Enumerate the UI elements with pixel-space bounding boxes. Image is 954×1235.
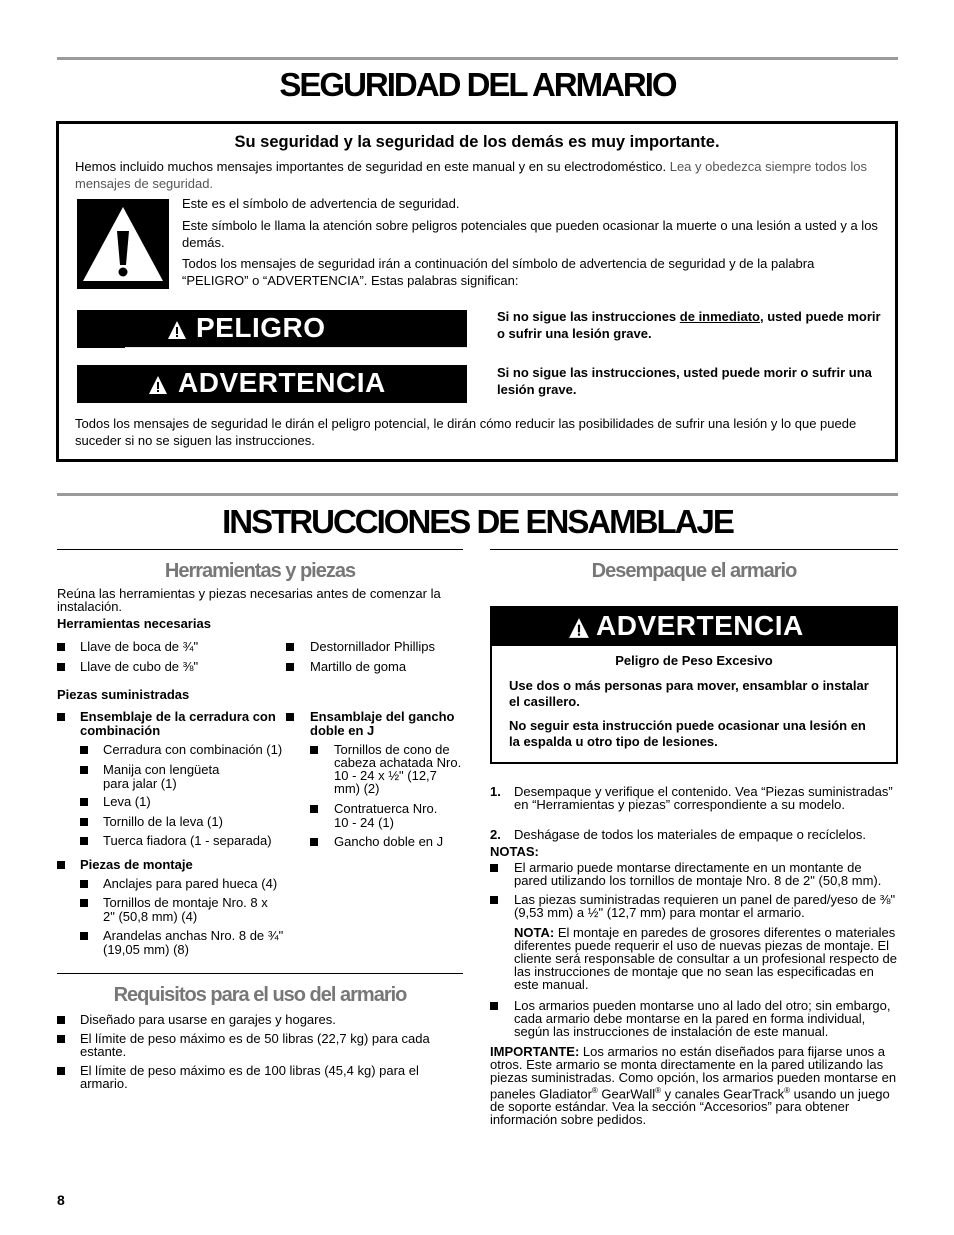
unpack-warning-label: ADVERTENCIA [596,610,804,641]
advertencia-banner [77,365,467,403]
bullet [80,932,88,940]
needed-item: Llave de cubo de ⅜" [80,659,199,674]
page-number: 8 [57,1192,65,1208]
step-number: 1. [490,784,501,799]
bullet [57,1067,65,1075]
safety-title: SEGURIDAD DEL ARMARIO [279,66,676,103]
symbol-text-2: Este símbolo le llama la atención sobre peligros potenciales que pueden ocasionar la muerte o una lesión a usted y a los demás. [182,218,878,250]
lock-item: Leva (1) [103,794,151,809]
peligro-divider [125,347,467,348]
important-paragraph: IMPORTANTE: Los armarios no están diseñados para fijarse unos a otros. Este armario se monta directamente en la pared utilizando las piezas suministradas. Como opción, los armarios pueden montarse en paneles Gladiator® GearWall® y canales GearTrack® usando un juego de soporte estándar. Vea la sección “Accesorios” para obtener información sobre pedidos. [490,1044,897,1128]
lock-item: Manija con lengüeta para jalar (1) [103,762,220,791]
safety-box [56,121,898,462]
tools-rule [57,549,463,550]
note-2: Las piezas suministradas requieren un panel de pared/yeso de ⅜" (9,53 mm) a ½" (12,7 mm) para montar el armario. [514,892,896,920]
symbol-text-3: Todos los mensajes de seguridad irán a continuación del símbolo de advertencia de seguridad y de la palabra “PELIGRO” o “ADVERTENCIA”. Estas palabras significan: [182,256,815,288]
bullet [490,864,498,872]
bullet [57,643,65,651]
advertencia-meaning: Si no sigue las instrucciones, usted puede morir o sufrir una lesión grave. [497,365,872,397]
lock-item: Tuerca fiadora (1 - separada) [103,833,272,848]
advertencia-label: ADVERTENCIA [178,367,386,398]
needed-item: Martillo de goma [310,659,407,674]
lock-group: Ensemblaje de la cerradura con combinación [80,709,276,738]
warning-triangle-icon [167,320,187,340]
needed-item: Destornillador Phillips [310,639,435,654]
peligro-label: PELIGRO [196,312,326,343]
note-3: Los armarios pueden montarse uno al lado del otro; sin embargo, cada armario debe montarse en la pared en forma individual, según las instrucciones de instalación de este manual. [514,998,891,1039]
bullet [310,838,318,846]
symbol-text-1: Este es el símbolo de advertencia de seguridad. [182,196,460,211]
assembly-title: INSTRUCCIONES DE ENSAMBLAJE [222,503,733,540]
safety-footer: Todos los mensajes de seguridad le dirán el peligro potencial, le dirán cómo reducir las posibilidades de sufrir una lesión y lo que puede suceder si no se siguen las instrucciones. [75,416,857,448]
bullet [80,837,88,845]
assembly-rule [57,493,898,496]
mount-item: Tornillos de montaje Nro. 8 x 2" (50,8 mm) (4) [103,895,268,924]
notes-label: NOTAS: [490,844,539,859]
safety-alert-symbol-icon [77,199,169,289]
requirement-item: El límite de peso máximo es de 50 libras (22,7 kg) para cada estante. [80,1031,430,1059]
unpack-warning-box [490,606,898,764]
tools-heading: Herramientas y piezas [164,560,356,582]
bullet [57,861,65,869]
bullet [286,713,294,721]
hook-group: Ensamblaje del gancho doble en J [310,709,455,738]
hook-item: Tornillos de cono de cabeza achatada Nro. 10 - 24 x ½" (12,7 mm) (2) [334,742,462,796]
note-1: El armario puede montarse directamente en un montante de pared utilizando los tornillos de montaje Nro. 8 de 2" (50,8 mm). [514,860,882,888]
bullet [310,805,318,813]
warning-triangle-icon [148,375,168,395]
bullet [57,713,65,721]
hook-item: Contratuerca Nro. 10 - 24 (1) [334,801,438,830]
peligro-meaning: Si no sigue las instrucciones de inmediato, usted puede morir o sufrir una lesión grave. [497,309,881,341]
unpack-warning-text-2: No seguir esta instrucción puede ocasionar una lesión en la espalda u otro tipo de lesiones. [509,718,866,749]
warning-triangle-icon [568,617,590,639]
mount-group: Piezas de montaje [80,857,193,872]
step-number: 2. [490,827,501,842]
requirements-heading: Requisitos para el uso del armario [113,984,407,1006]
bullet [286,663,294,671]
unpack-warning-text-1: Use dos o más personas para mover, ensamblar o instalar el casillero. [509,678,869,709]
bullet [80,899,88,907]
bullet [57,1035,65,1043]
mount-item: Arandelas anchas Nro. 8 de ¾" (19,05 mm) (8) [103,928,284,957]
hook-item: Gancho doble en J [334,834,444,849]
requirements-rule [57,973,463,974]
step-1: Desempaque y verifique el contenido. Vea “Piezas suministradas” en “Herramientas y piezas” correspondiente a su modelo. [514,784,893,812]
peligro-banner [77,310,467,348]
unpack-warning-banner [492,608,896,646]
bullet [286,643,294,651]
nota-paragraph: NOTA: El montaje en paredes de grosores diferentes o materiales diferentes puede requerir el uso de nuevas piezas de montaje. El cliente será responsable de consultar a un profesional respecto de las instrucciones de montaje que no sean las especificadas en este manual. [514,925,898,992]
bullet [57,1016,65,1024]
supplied-heading: Piezas suministradas [57,687,190,702]
unpack-rule [490,549,898,550]
safety-intro: Hemos incluido muchos mensajes importantes de seguridad en este manual y en su electrodoméstico. Lea y obedezca siempre todos los mensajes de seguridad. [75,159,868,191]
lock-item: Tornillo de la leva (1) [103,814,223,829]
step-2: Deshágase de todos los materiales de empaque o recíclelos. [514,827,866,842]
unpack-warning-title: Peligro de Peso Excesivo [615,653,773,668]
bullet [490,896,498,904]
tools-intro: Reúna las herramientas y piezas necesarias antes de comenzar la instalación. [57,586,441,614]
bullet [80,798,88,806]
needed-heading: Herramientas necesarias [57,616,211,631]
bullet [80,766,88,774]
bullet [80,880,88,888]
requirement-item: Diseñado para usarse en garajes y hogares. [80,1012,336,1027]
top-rule [57,57,898,60]
bullet [80,746,88,754]
bullet [310,746,318,754]
bullet [57,663,65,671]
safety-subtitle: Su seguridad y la seguridad de los demás es muy importante. [234,133,720,151]
bullet [80,818,88,826]
needed-item: Llave de boca de ¾" [80,639,199,654]
mount-item: Anclajes para pared hueca (4) [103,876,278,891]
unpack-heading: Desempaque el armario [591,560,797,582]
requirement-item: El límite de peso máximo es de 100 libras (45,4 kg) para el armario. [80,1063,419,1091]
lock-item: Cerradura con combinación (1) [103,742,283,757]
bullet [490,1002,498,1010]
